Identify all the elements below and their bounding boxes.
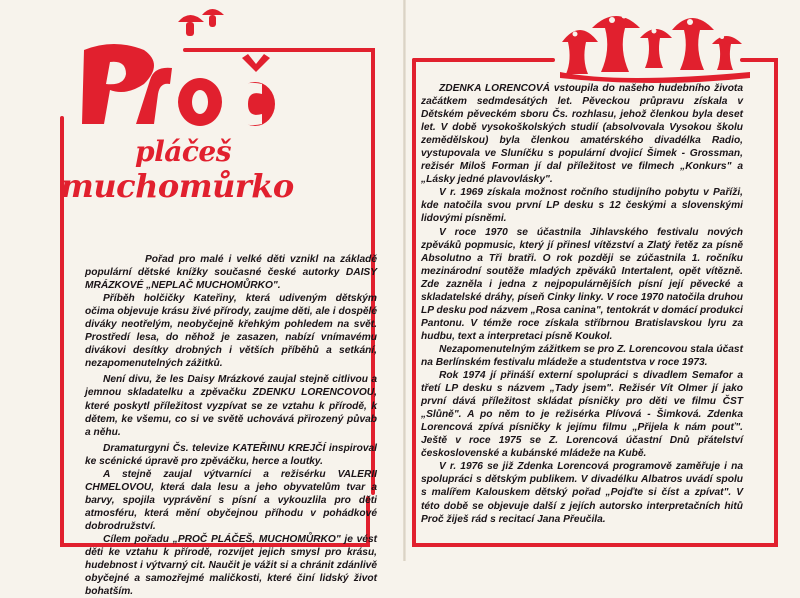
page-fold xyxy=(403,0,406,561)
left-paragraph: Není divu, že les Daisy Mrázkové zaujal stejně citlivou a jemnou skladatelku a zpěvačku ZDENKU LORENCOVOU, které poskytl příležitost vyzpívat se ze vztahu k přírodě, k dětem, ke všemu, co si ve světě uchovává přirozený půvab a něhu. xyxy=(85,374,377,438)
left-paragraph: A stejně zaujal výtvarníci a režisérku VALERII CHMELOVOU, která dala lesu a jeho obyvatelům tvar a barvy, spojila vyprávění s písní a vykouzlila pro děti atmosféru, která mění obyčejnou příhodu v pohádkové dobrodružství. xyxy=(85,468,377,532)
right-paragraph: V roce 1970 se účastnila Jihlavského festivalu nových zpěváků popmusic, který jí přinesl vítězství a Zlatý řetěz za písně Absolutno a Tři bratři. O rok později se zúčastnila 1. ročníku mezinárodní soutěže mladých zpěváků Intertalent, opět vítězně. Zde zazněla i jedna z nejpopulárnějších písní její pěvecké a skladatelské dráhy, píseň Cinky linky. V roce 1970 natočila druhou LP desku pod názvem „Rosa canina", tentokrát v domácí produkci Pantonu. V témže roce získala stříbrnou Bratislavskou lyru za hudbu, text a interpretaci písně Koukol. xyxy=(421,226,743,342)
left-paragraph: Cílem pořadu „PROČ PLÁČEŠ, MUCHOMŮRKO" je vést děti ke vztahu k přírodě, rozvíjet jejich smysl pro krásu, hudebnost i výtvarný cit. Naučit je vážit si a chránit zdánlivě obyčejné a samozřejmé maličkosti, které činí lidský život bohatším. xyxy=(85,533,377,598)
right-paragraph: Nezapomenutelným zážitkem se pro Z. Lorencovou stala účast na Berlínském festivalu mládeže a studentstva v roce 1973. xyxy=(421,343,743,368)
left-paragraph: Dramaturgyni Čs. televize KATEŘINU KREJČÍ inspiroval ke scénické úpravě pro zpěváčku, herce a loutky. xyxy=(85,442,377,467)
right-paragraph: ZDENKA LORENCOVÁ vstoupila do našeho hudebního života začátkem sedmdesátých let. Pěveckou průpravu získala v Dětském pěveckém sboru Čs. rozhlasu, jehož členkou byla deset let. V době vysokoškolských studií (absolvovala Vysokou školu zemědělskou) byla členkou amatérského divadélka Radio, vystupovala ve Sluníčku s populární dvojicí Šimek - Grossman, režisér Miloš Forman jí dal příležitost ve filmech „Konkurs" a „Lásky jedné plavovlásky". xyxy=(421,83,743,186)
left-paragraph: Příběh holčičky Kateřiny, která udiveným dětským očima objevuje krásu živé přírody, zaujme děti, ale i dospělé diváky neotřelým, neobyčejně křehkým pohledem na svět. Prostředí lesa, do něhož je zasazen, nabízí vnímavému divákovi desítky drobných i větších příběhů a setkání, nezapomenutelných zážitků. xyxy=(85,293,377,370)
small-mushrooms-left xyxy=(178,9,224,36)
left-text-column xyxy=(85,253,377,598)
right-paragraph: V r. 1976 se již Zdenka Lorencová programově zaměřuje i na spolupráci s dětským publikem. V divadélku Albatros uvádí spolu s malířem Kalouskem dětský pořad „Pojďte si číst a zpívat". V této době se objevuje další z jejích autorsko interpretačních hitů Proč žiješ rád s recitací Jana Přeučila. xyxy=(421,461,743,525)
title-word-placesh: pláčeš xyxy=(135,135,231,168)
mushroom-cluster-icon xyxy=(560,16,750,83)
right-paragraph: V r. 1969 získala možnost ročního studijního pobytu v Paříži, kde natočila svou první LP desku s 12 českými a slovenskými lidovými písněmi. xyxy=(421,187,743,225)
right-text-column xyxy=(421,82,743,526)
title-word-muchomurko: muchomůrko xyxy=(60,167,294,205)
right-paragraph: Rok 1974 jí přináší externí spolupráci s divadlem Semafor a třetí LP desku s názvem „Tady jsem". Režisér Vít Olmer jí jako první dává příležitost skládat písničky pro děti ve filmu ČST „Slůně". A po něm to je režisérka Plívová - Šimková. Zdenka Lorencová zpívá písničky k jejímu filmu „Přijela k nám pouť". Ještě v roce 1975 se Z. Lorencová účastní Dnů přátelství československé a kubánské mládeže na Kubě. xyxy=(421,370,743,460)
left-paragraph: Pořad pro malé i velké děti vznikl na základě populární dětské knížky současné české autorky DAISY MRÁZKOVÉ „NEPLAČ MUCHOMŮRKO". xyxy=(85,254,377,292)
